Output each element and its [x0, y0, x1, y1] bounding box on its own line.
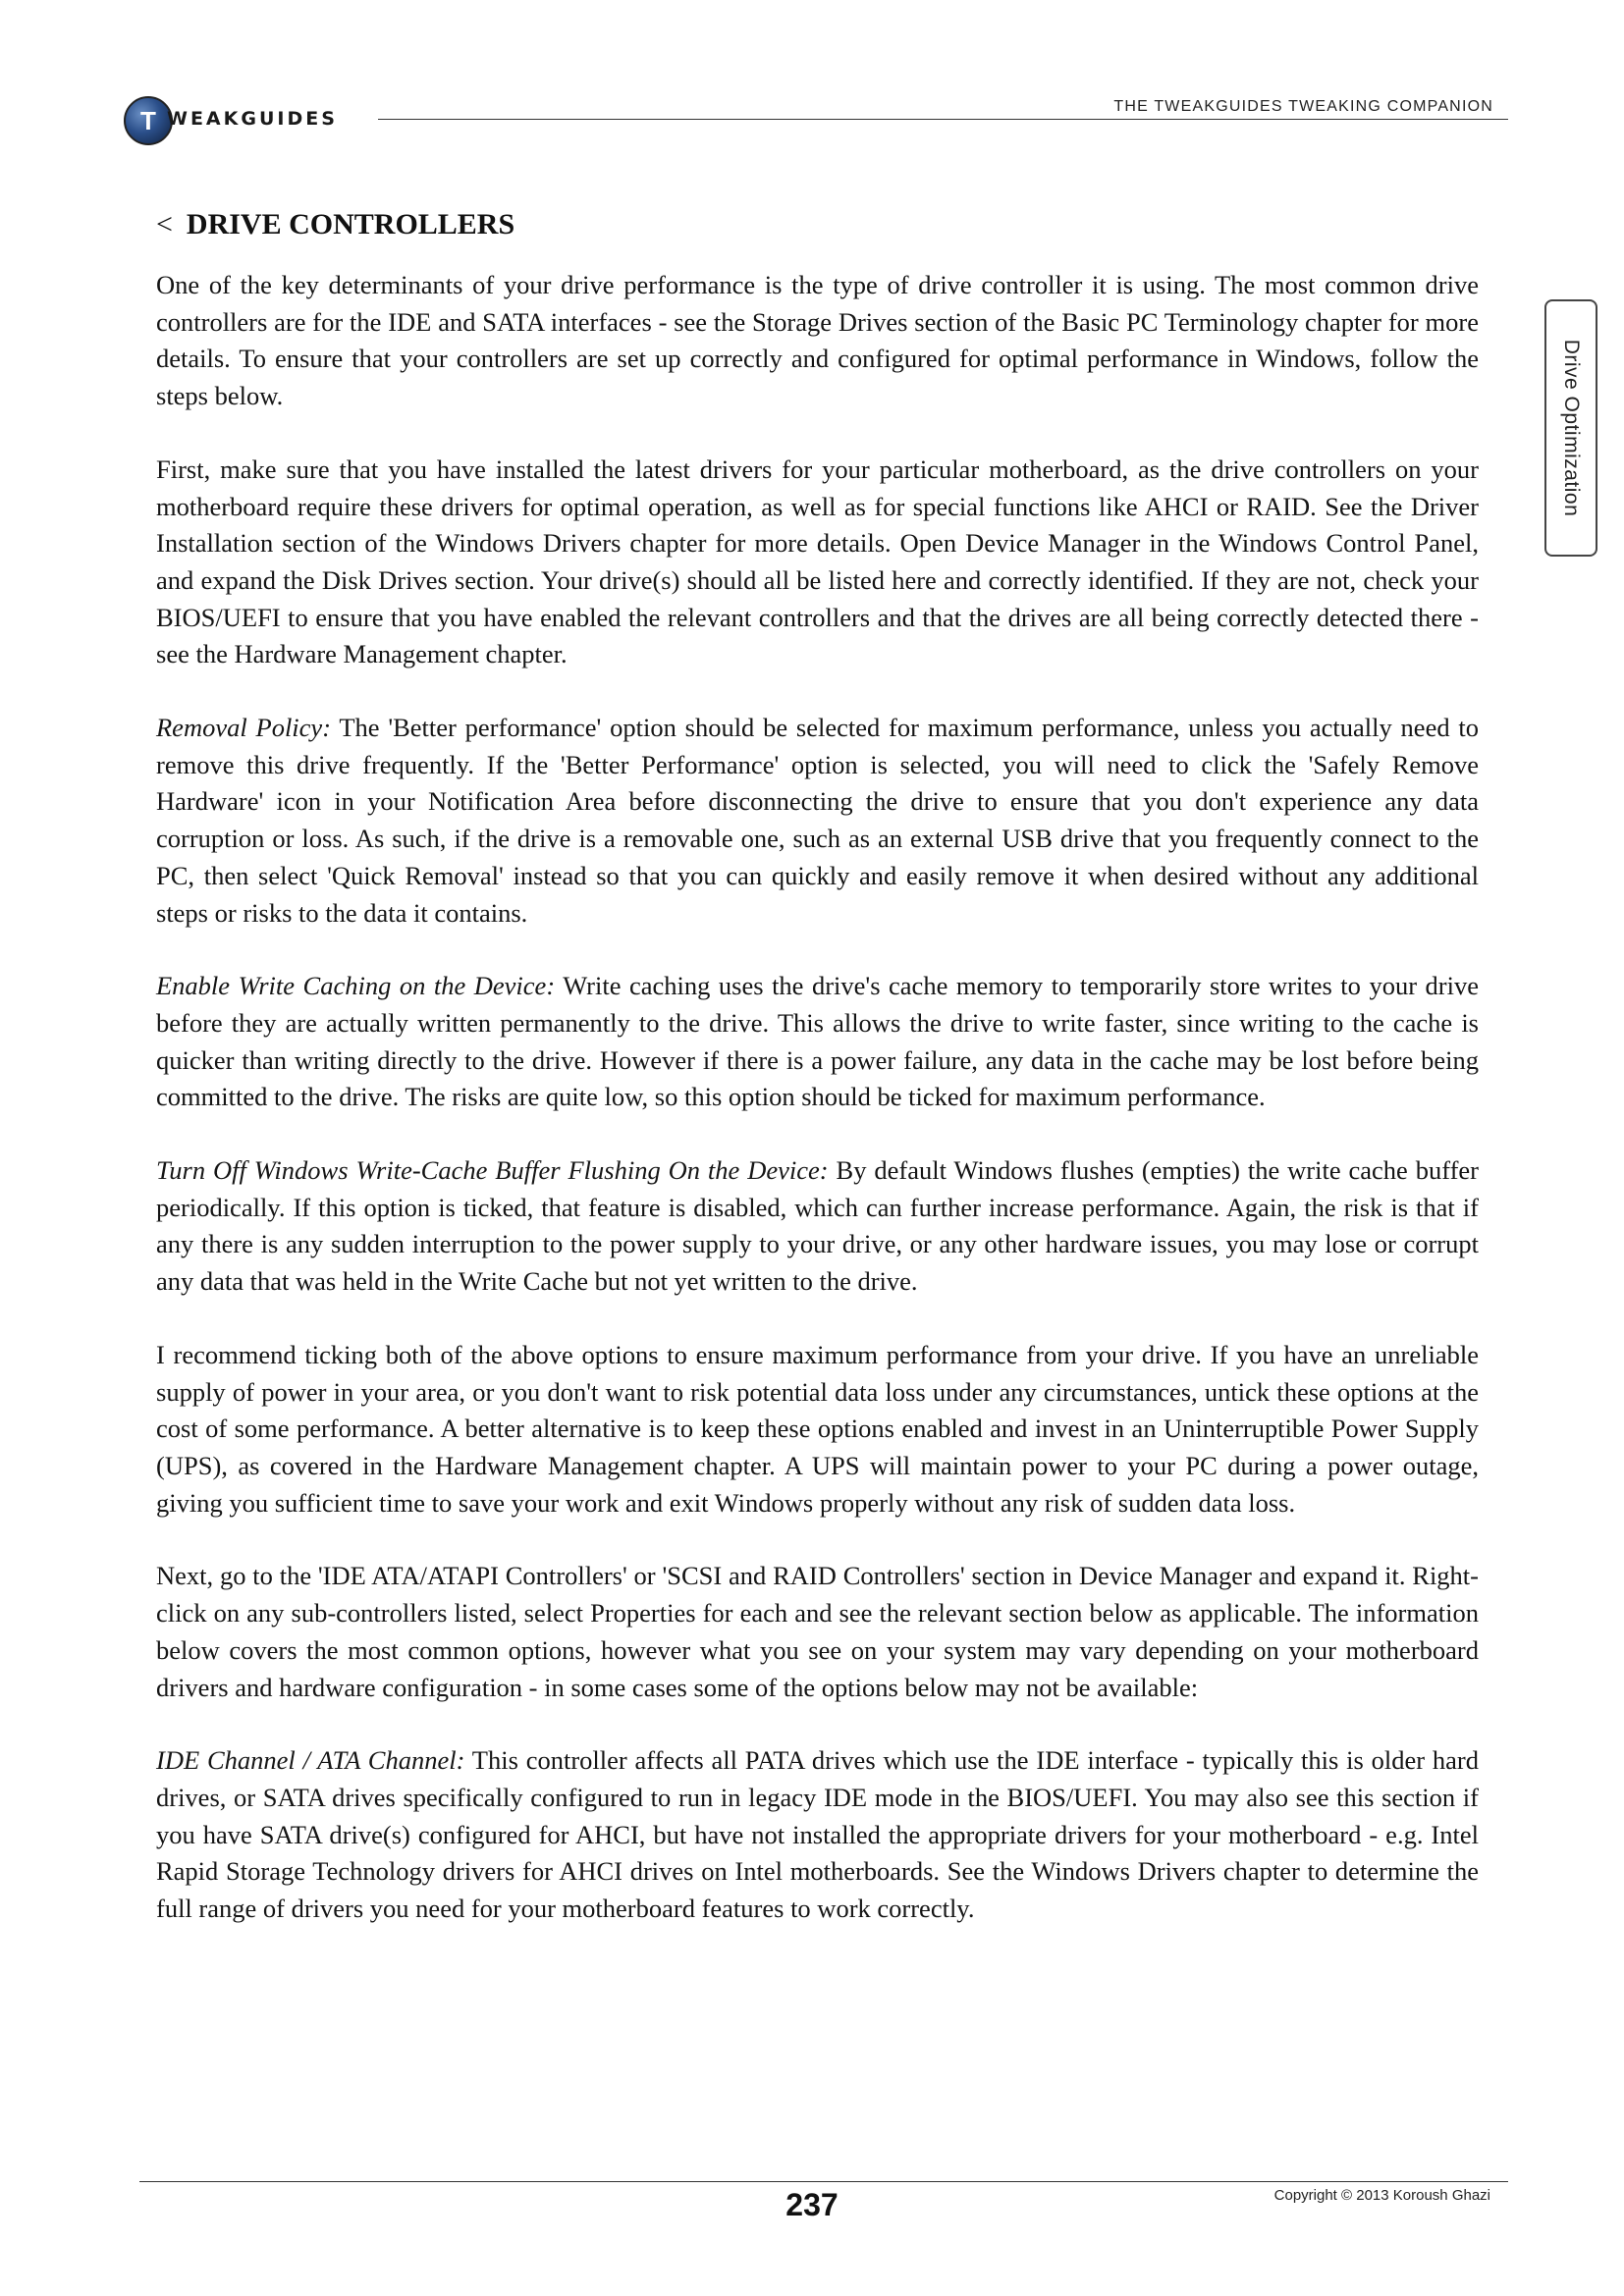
footer-divider [139, 2181, 1508, 2182]
chapter-side-tab-label: Drive Optimization [1560, 339, 1583, 517]
paragraph-recommendation: I recommend ticking both of the above options to ensure maximum performance from your drive. If you have an unreliable supply of power in your area, or you don't want to risk potential data loss under any circumstances, untick these options at the cost of some performance. A better alternative is to keep these options enabled and invest in an Uninterruptible Power Supply (UPS), as covered in the Hardware Management chapter. A UPS will maintain power to your PC during a power outage, giving you sufficient time to save your work and exit Windows properly without any risk of sudden data loss. [156, 1339, 1479, 1518]
tweakguides-logo [124, 96, 379, 143]
paragraph-intro: One of the key determinants of your drive performance is the type of drive controller it is using. The most common drive controllers are for the IDE and SATA interfaces - see the Storage Drives section of the Basic PC Terminology chapter for more details. To ensure that your controllers are set up correctly and configured for optimal performance in Windows, follow the steps below. [156, 270, 1479, 411]
text-write-caching: Write caching uses the drive's cache memory to temporarily store writes to your drive before they are actually written permanently to the drive. This allows the drive to write faster, since writing to the cache is quicker than writing directly to the drive. However if there is a power failure, any data in the cache may be lost before being committed to the drive. The risks are quite low, so this option should be ticked for maximum performance. [156, 971, 1479, 1112]
paragraph-device-manager: Next, go to the 'IDE ATA/ATAPI Controllers' or 'SCSI and RAID Controllers' section in Device Manager and expand it. Right-click on any sub-controllers listed, select Properties for each and see the relevant section below as applicable. The information below covers the most common options, however what you see on your system may vary depending on your motherboard drivers and hardware configuration - in some cases some of the options below may not be available: [156, 1561, 1479, 1702]
copyright-notice: Copyright © 2013 Koroush Ghazi [1273, 2187, 1490, 2204]
paragraph-write-caching [156, 968, 1479, 1116]
logo-letter: T [140, 106, 156, 135]
section-heading [156, 208, 514, 241]
term-buffer-flushing: Turn Off Windows Write-Cache Buffer Flushing On the Device: [156, 1155, 829, 1186]
term-ide-channel: IDE Channel / ATA Channel: [156, 1745, 465, 1776]
chapter-side-tab [1544, 299, 1597, 557]
header-divider [378, 119, 1508, 120]
header-title: THE TWEAKGUIDES TWEAKING COMPANION [1113, 98, 1493, 115]
paragraph-buffer-flushing [156, 1152, 1479, 1301]
paragraph-ide-channel [156, 1742, 1479, 1928]
page-number: 237 [785, 2187, 839, 2222]
section-arrow-icon: < [156, 208, 173, 240]
text-ide-channel: This controller affects all PATA drives which use the IDE interface - typically this is older hard drives, or SATA drives specifically configured to run in legacy IDE mode in the BIOS/UEFI. You may also see this section if you have SATA drive(s) configured for AHCI, but have not installed the appropriate drivers for your motherboard - e.g. Intel Rapid Storage Technology drivers for AHCI drives on Intel motherboards. See the Windows Drivers chapter to determine the full range of drivers you need for your motherboard features to work correctly. [156, 1745, 1479, 1924]
text-removal-policy: The 'Better performance' option should be selected for maximum performance, unless you actually need to remove this drive frequently. If the 'Better Performance' option is selected, you will need to click the 'Safely Remove Hardware' icon in your Notification Area before disconnecting the drive to ensure that you don't experience any data corruption or loss. As such, if the drive is a removable one, such as an external USB drive that you frequently connect to the PC, then select 'Quick Removal' instead so that you can quickly and easily remove it when desired without any additional steps or risks to the data it contains. [156, 713, 1479, 928]
body-content [156, 267, 1479, 1964]
logo-badge-icon [124, 96, 173, 145]
paragraph-drivers: First, make sure that you have installed the latest drivers for your particular motherboard, as the drive controllers on your motherboard require these drivers for optimal operation, as well as for special functions like AHCI or RAID. See the Driver Installation section of the Windows Drivers chapter for more details. Open Device Manager in the Windows Control Panel, and expand the Disk Drives section. Your drive(s) should all be listed here and correctly identified. If they are not, check your BIOS/UEFI to ensure that you have enabled the relevant controllers and that the drives are all being correctly detected there - see the Hardware Management chapter. [156, 454, 1479, 669]
paragraph-removal-policy [156, 710, 1479, 932]
text-buffer-flushing: By default Windows flushes (empties) the write cache buffer periodically. If this option is ticked, that feature is disabled, which can further increase performance. Again, the risk is that if any there is any sudden interruption to the power supply to your drive, or any other hardware issues, you may lose or corrupt any data that was held in the Write Cache but not yet written to the drive. [156, 1155, 1480, 1297]
term-removal-policy: Removal Policy: [156, 713, 332, 743]
term-write-caching: Enable Write Caching on the Device: [156, 971, 556, 1001]
section-heading-text: DRIVE CONTROLLERS [186, 208, 515, 240]
logo-text: WEAKGUIDES [167, 108, 338, 130]
